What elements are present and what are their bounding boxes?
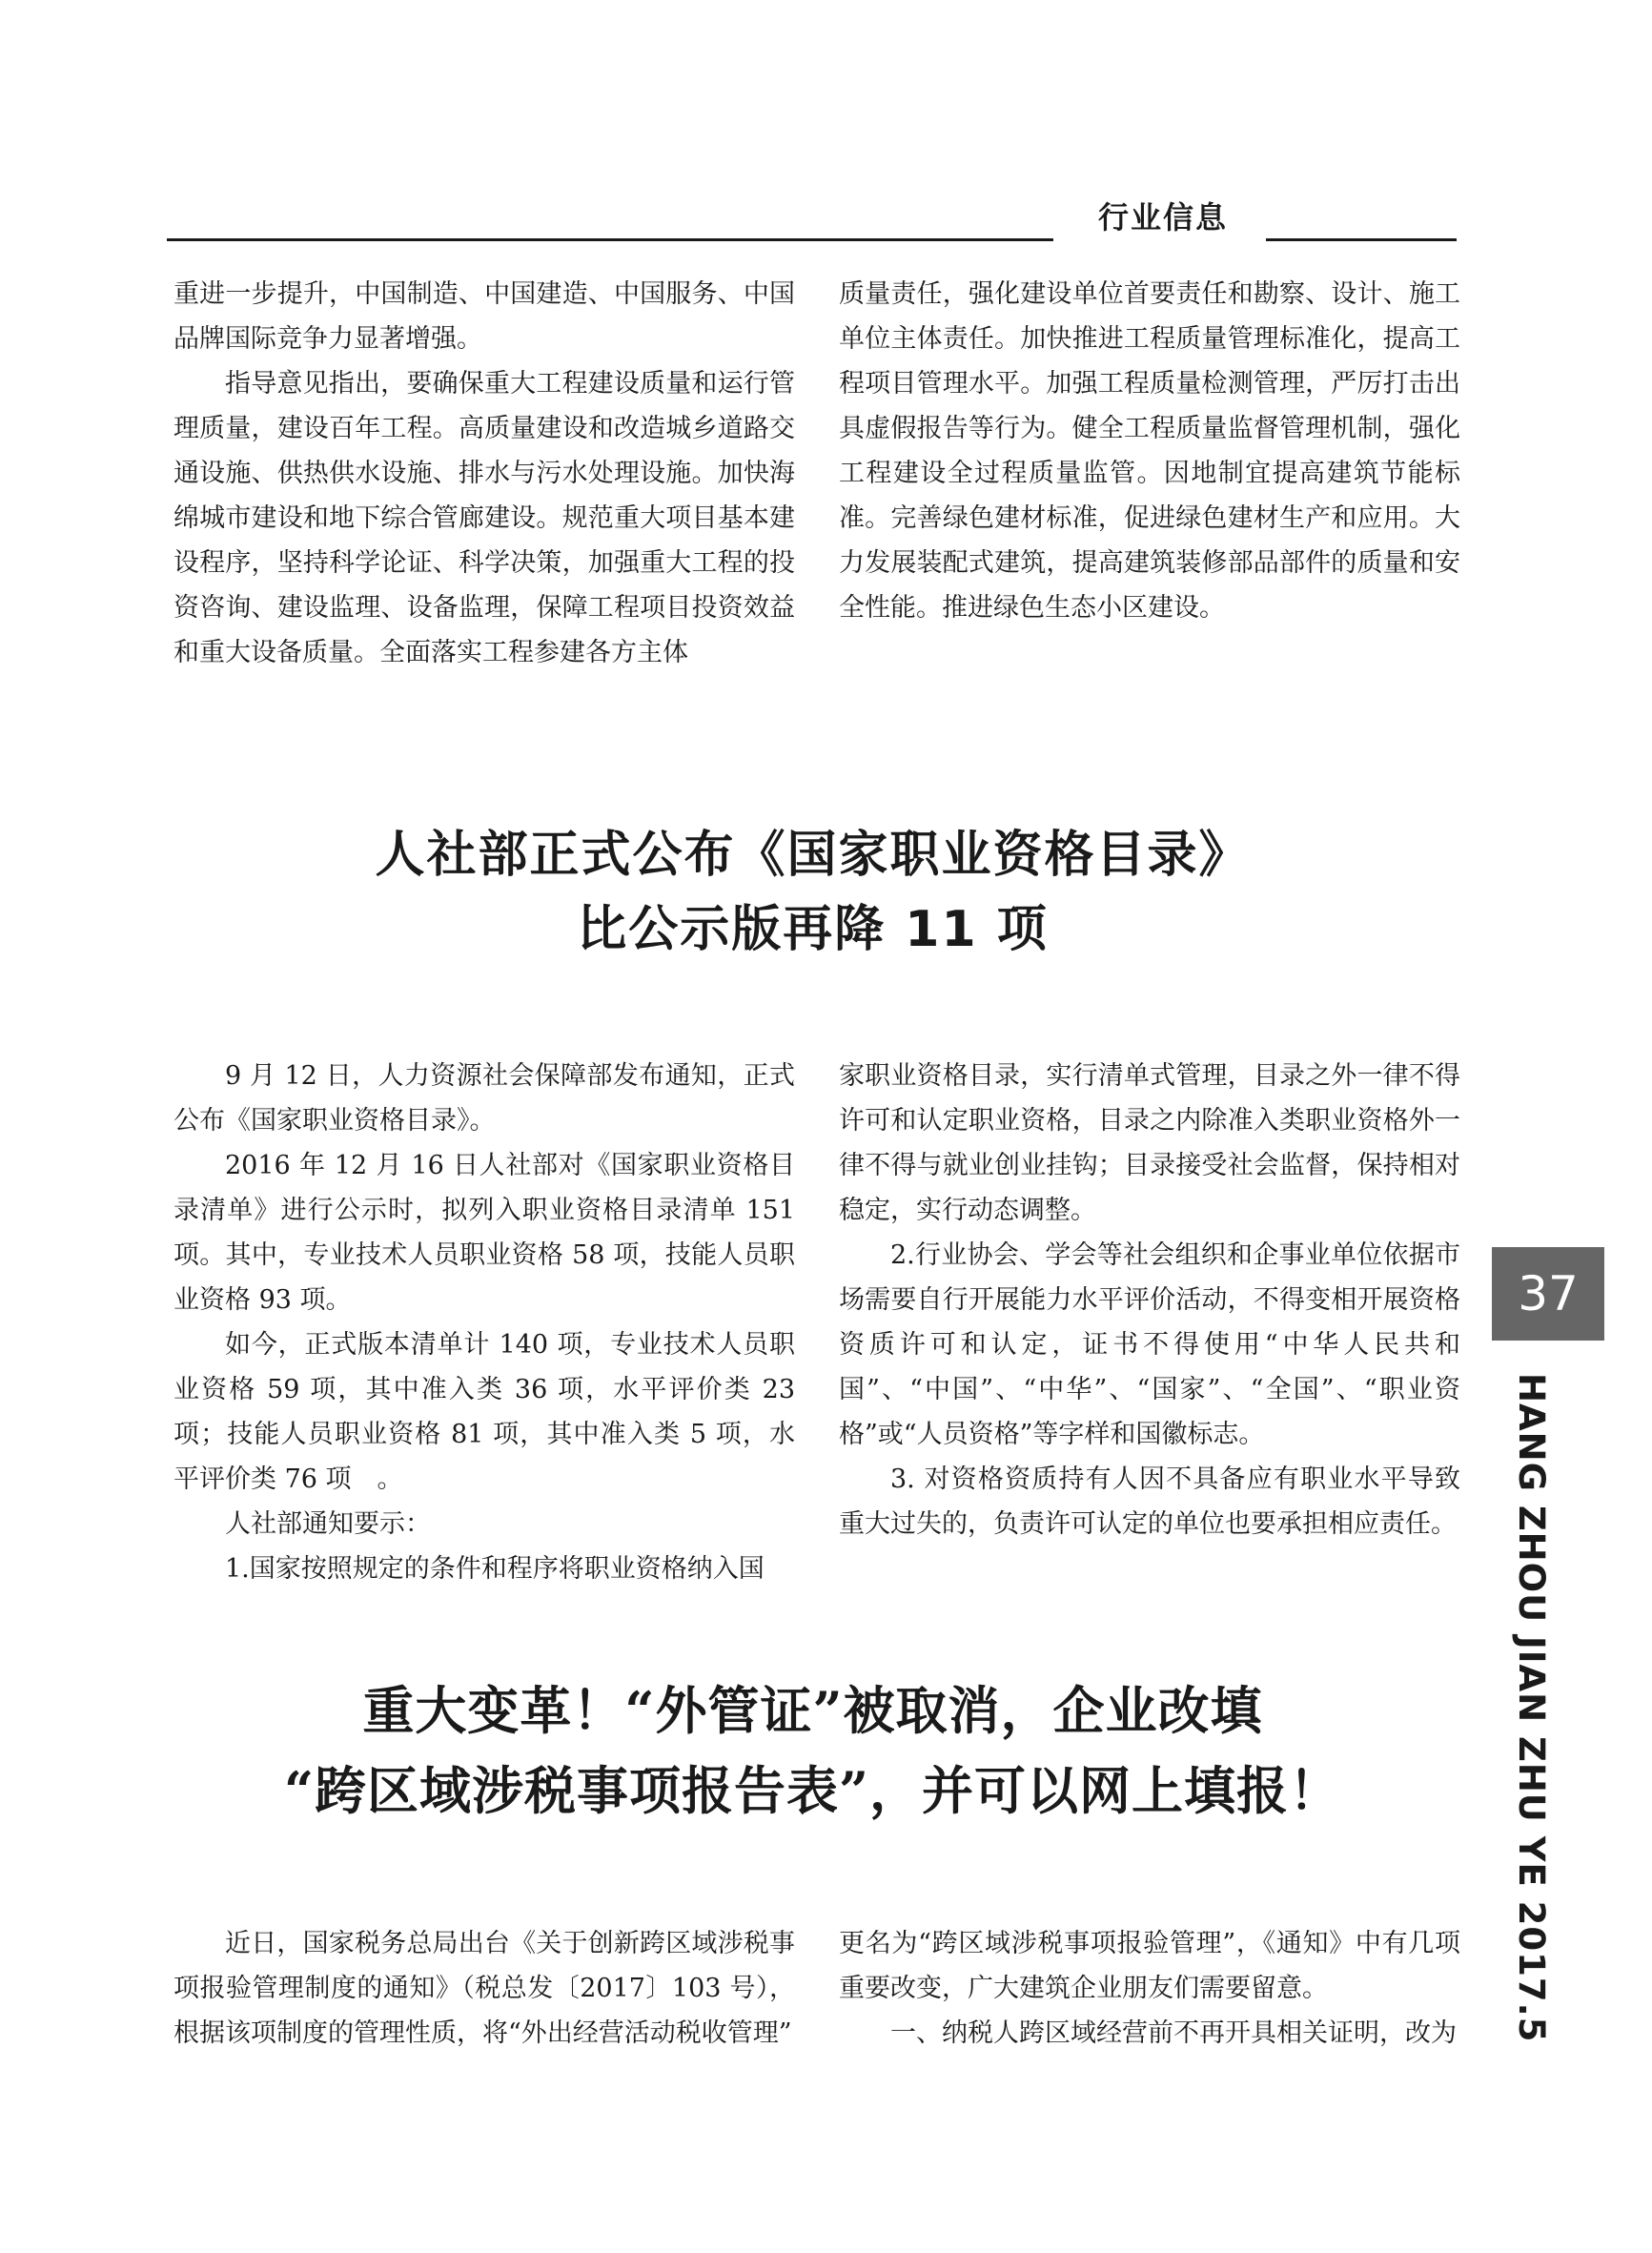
article3-title: [167, 1670, 1458, 1831]
article3-title-line2: “跨区域涉税事项报告表”，并可以网上填报！: [283, 1760, 1342, 1821]
paragraph: 更名为“跨区域涉税事项报验管理”，《通知》中有几项重要改变，广大建筑企业朋友们需要留意。: [839, 1929, 1460, 2003]
article2-column-left: [173, 1054, 795, 1591]
paragraph: 重进一步提升，中国制造、中国建造、中国服务、中国品牌国际竞争力显著增强。: [173, 279, 795, 354]
article1-column-right: [839, 272, 1460, 630]
article3-title-line1: 重大变革！“外管证”被取消，企业改填: [362, 1680, 1263, 1741]
paragraph: 人社部通知要示：: [225, 1509, 431, 1539]
paragraph: 1.国家按照规定的条件和程序将职业资格纳入国: [225, 1554, 765, 1584]
article2-column-right: [839, 1054, 1460, 1546]
article1-column-left: [173, 272, 795, 675]
paragraph: 指导意见指出，要确保重大工程建设质量和运行管理质量，建设百年工程。高质量建设和改造城乡道路交通设施、供热供水设施、排水与污水处理设施。加快海绵城市建设和地下综合管廊建设。规范重大项目基本建设程序，坚持科学论证、科学决策，加强重大工程的投资咨询、建设监理、设备监理，保障工程项目投资效益和重大设备质量。全面落实工程参建各方主体: [173, 369, 795, 667]
article2-title-line1: 人社部正式公布《国家职业资格目录》: [375, 827, 1251, 884]
header-rule-right: [1266, 238, 1457, 241]
article2-title-line2: 比公示版再降 11 项: [577, 901, 1049, 958]
header-rule-left: [167, 238, 1053, 241]
paragraph: 一、纳税人跨区域经营前不再开具相关证明，改为: [890, 2018, 1457, 2048]
paragraph: 家职业资格目录，实行清单式管理，目录之外一律不得许可和认定职业资格，目录之内除准入类职业资格外一律不得与就业创业挂钩；目录接受社会监督，保持相对稳定，实行动态调整。: [839, 1061, 1460, 1225]
paragraph: 3. 对资格资质持有人因不具备应有职业水平导致重大过失的，负责许可认定的单位也要承担相应责任。: [839, 1464, 1460, 1539]
page-number-tab: 37: [1492, 1247, 1604, 1341]
article3-column-left: [173, 1921, 795, 2056]
paragraph: 2016 年 12 月 16 日人社部对《国家职业资格目录清单》进行公示时，拟列入职业资格目录清单 151 项。其中，专业技术人员职业资格 58 项，技能人员职业资格 93 项。: [173, 1151, 795, 1315]
paragraph: 质量责任，强化建设单位首要责任和勘察、设计、施工单位主体责任。加快推进工程质量管理标准化，提高工程项目管理水平。加强工程质量检测管理，严厉打击出具虚假报告等行为。健全工程质量监督管理机制，强化工程建设全过程质量监管。因地制宜提高建筑节能标准。完善绿色建材标准，促进绿色建材生产和应用。大力发展装配式建筑，提高建筑装修部品部件的质量和安全性能。推进绿色生态小区建设。: [839, 279, 1460, 623]
paragraph: 如今，正式版本清单计 140 项，专业技术人员职业资格 59 项，其中准入类 36 项，水平评价类 23 项；技能人员职业资格 81 项，其中准入类 5 项，水平评价类 76 项 。: [173, 1330, 795, 1494]
paragraph: 2.行业协会、学会等社会组织和企事业单位依据市场需要自行开展能力水平评价活动，不得变相开展资格资质许可和认定，证书不得使用“中华人民共和国”、“中国”、“中华”、“国家”、“全国”、“职业资格”或“人员资格”等字样和国徽标志。: [839, 1240, 1460, 1449]
article3-column-right: [839, 1921, 1460, 2056]
paragraph: 近日，国家税务总局出台《关于创新跨区域涉税事项报验管理制度的通知》（税总发〔2017〕103 号），根据该项制度的管理性质，将“外出经营活动税收管理”: [173, 1929, 795, 2048]
paragraph: 9 月 12 日，人力资源社会保障部发布通知，正式公布《国家职业资格目录》。: [173, 1061, 795, 1136]
journal-issue-label: HANG ZHOU JIAN ZHU YE 2017.5: [1511, 1373, 1552, 2043]
section-label: 行业信息: [1097, 199, 1228, 236]
article2-title: [167, 818, 1458, 967]
